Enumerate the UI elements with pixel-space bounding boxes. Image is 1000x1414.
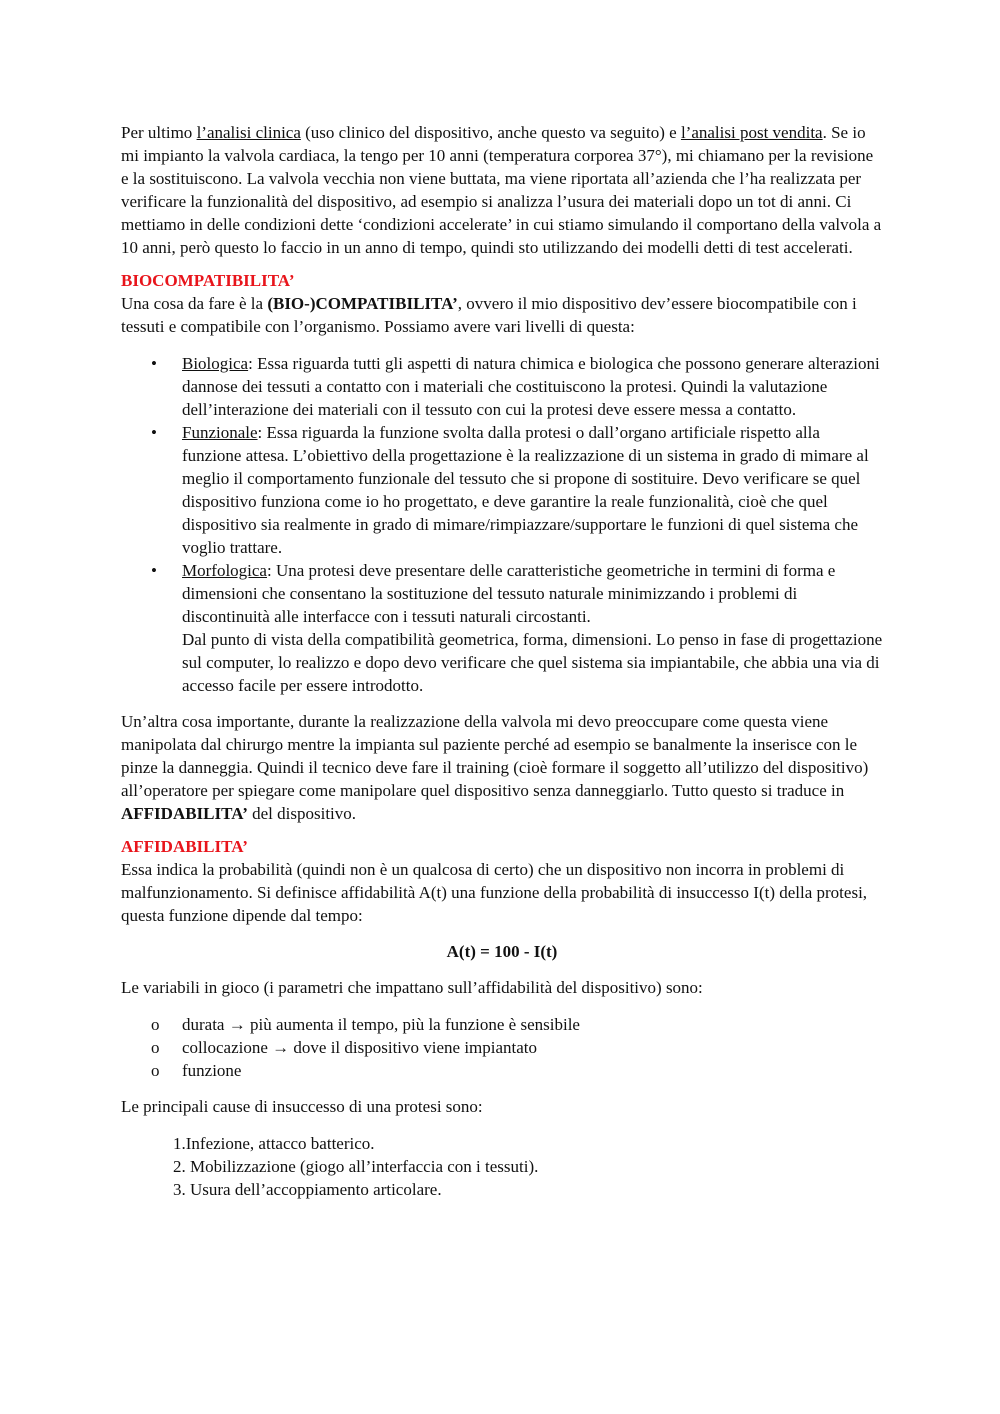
biocompatibilita-heading: BIOCOMPATIBILITA’ <box>121 271 295 290</box>
intro-text: (uso clinico del dispositivo, anche questo va seguito) e <box>300 123 681 142</box>
affidabilita-heading: AFFIDABILITA’ <box>121 837 248 856</box>
analisi-post-vendita-term: l’analisi post vendita <box>680 123 823 142</box>
variables-list <box>121 1013 883 1082</box>
training-paragraph <box>121 710 883 825</box>
intro-text: Per ultimo <box>121 123 197 142</box>
affidabilita-bold: AFFIDABILITA’ <box>121 804 248 823</box>
intro-text: . Se io mi impianto la valvola cardiaca, la tengo per 10 anni (temperatura corporea 37°), mi chiamano per la revisione e la sostituiscono. La valvola vecchia non viene buttata, ma viene riportata all’azienda che l’ha realizzata per verificare la funzionalità del dispositivo, ad esempio si analizza l’usura dei materiali dopo un tot di anni. Ci mettiamo in delle condizioni dette ‘condizioni accelerate’ in cui stiamo simulando il comportano della valvola a 10 anni, però questo lo faccio in un anno di tempo, quindi sto utilizzando dei modelli detti di test accelerati. <box>121 123 882 257</box>
paragraph-text: , ovvero il mio dispositivo dev’essere biocompatibile con i tessuti e compatibile con l’organismo. Possiamo avere vari livelli di questa: <box>121 294 857 336</box>
cause-item: 1.Infezione, attacco batterico. <box>173 1134 375 1153</box>
paragraph-text: del dispositivo. <box>247 804 357 823</box>
compatibility-levels-list <box>121 352 883 697</box>
list-item-funzionale <box>121 421 883 559</box>
list-item-morfologica <box>121 559 883 697</box>
intro-paragraph <box>121 121 883 259</box>
variable-item: o collocazione → dove il dispositivo viene impiantato <box>121 1036 883 1059</box>
list-item-text: : Una protesi deve presentare delle caratteristiche geometriche in termini di forma e dimensioni che consentano la sostituzione del tessuto naturale minimizzando i problemi di discontinuità alle interfacce con i tessuti naturali circostanti. <box>182 561 836 626</box>
variable-item: o durata → più aumenta il tempo, più la funzione è sensibile <box>121 1013 883 1036</box>
cause-item: 2. Mobilizzazione (giogo all’interfaccia con i tessuti). <box>173 1157 539 1176</box>
affidabilita-paragraph: Essa indica la probabilità (quindi non è un qualcosa di certo) che un dispositivo non incorra in problemi di malfunzionamento. Si definisce affidabilità A(t) una funzione della probabilità di insuccesso I(t) della protesi, questa funzione dipende dal tempo: <box>121 860 868 925</box>
page-content <box>121 121 883 1201</box>
reliability-formula: A(t) = 100 - I(t) <box>446 942 558 961</box>
list-item-text: : Essa riguarda tutti gli aspetti di natura chimica e biologica che possono generare alterazioni dannose dei tessuti a contatto con i materiali che costituiscono la protesi. Quindi la valutazione dell’interazione dei materiali con il tessuto con cui la protesi deve essere messa a contatto. <box>182 354 880 419</box>
list-item-biologica <box>121 352 883 421</box>
variables-intro: Le variabili in gioco (i parametri che impattano sull’affidabilità del dispositivo) sono: <box>121 978 703 997</box>
list-item-extra-text: Dal punto di vista della compatibilità geometrica, forma, dimensioni. Lo penso in fase di progettazione sul computer, lo realizzo e dopo devo verificare che quel sistema sia impiantabile, che abbia una via di accesso facile per essere introdotto. <box>182 630 883 695</box>
paragraph-text: Una cosa da fare è la <box>121 294 268 313</box>
list-item-text: : Essa riguarda la funzione svolta dalla protesi o dall’organo artificiale rispetto alla funzione attesa. L’obiettivo della progettazione è la realizzazione di un sistema in grado di mimare al meglio il comportamento funzionale del tessuto che si propone di sostituire. Devo verificare se quel dispositivo funziona come io ho progettato, e deve garantire la reale funzionalità, cioè che quel dispositivo sia realmente in grado di mimare/rimpiazzare/supportare le funzioni di quel sistema che voglio trattare. <box>182 423 869 557</box>
paragraph-text: Un’altra cosa importante, durante la realizzazione della valvola mi devo preoccupare come questa viene manipolata dal chirurgo mentre la impianta sul paziente perché ad esempio se banalmente la inserisce con le pinze la danneggia. Quindi il tecnico deve fare il training (cioè formare il soggetto all’utilizzo del dispositivo) all’operatore per spiegare come manipolare quel dispositivo senza danneggiarlo. Tutto questo si traduce in <box>121 712 869 800</box>
term-morfologica: Morfologica <box>182 561 267 580</box>
failure-causes-list <box>121 1132 883 1201</box>
cause-item: 3. Usura dell’accoppiamento articolare. <box>173 1180 442 1199</box>
term-funzionale: Funzionale <box>182 423 258 442</box>
analisi-clinica-term: l’analisi clinica <box>196 123 301 142</box>
term-biologica: Biologica <box>182 354 249 373</box>
bio-compatibilita-bold: (BIO-)COMPATIBILITA’ <box>267 294 458 313</box>
variable-item: o funzione <box>121 1059 883 1082</box>
causes-intro: Le principali cause di insuccesso di una protesi sono: <box>121 1097 483 1116</box>
biocompatibilita-paragraph <box>121 292 883 338</box>
